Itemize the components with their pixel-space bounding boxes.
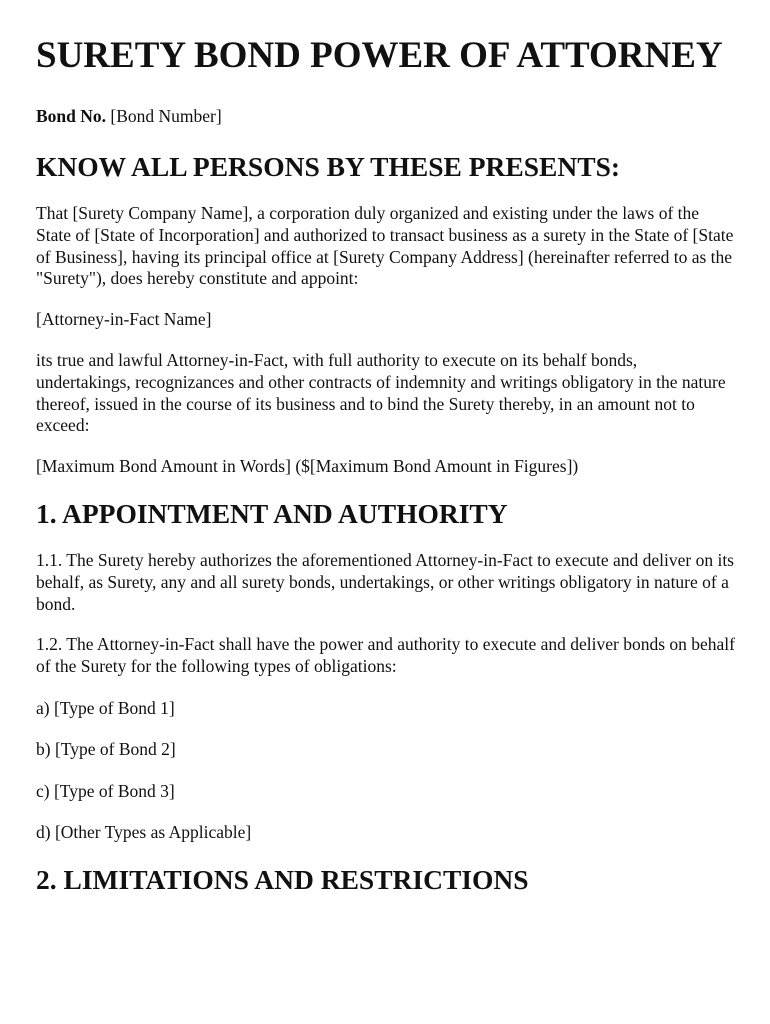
attorney-name-paragraph: [Attorney-in-Fact Name] [36,309,212,330]
document-title: SURETY BOND POWER OF ATTORNEY [36,35,723,76]
bond-type-item: b) [Type of Bond 2] [36,739,176,760]
bond-number-label: Bond No. [36,106,107,126]
bond-type-item: c) [Type of Bond 3] [36,780,175,801]
bond-number-line [36,105,736,127]
bond-type-item: a) [Type of Bond 1] [36,697,175,718]
authority-paragraph: its true and lawful Attorney-in-Fact, with full authority to execute on its behalf bonds, undertakings, recognizances and other contracts of indemnity and writings obligatory in the nature thereof, issued in the course of its business and to bind the Surety thereby, in an amount not to exceed: [36,349,726,436]
bond-number-value: [Bond Number] [110,106,222,126]
section-2-heading: 2. LIMITATIONS AND RESTRICTIONS [36,863,529,895]
bond-type-item: d) [Other Types as Applicable] [36,822,252,843]
document-page [36,34,736,916]
intro-paragraph: That [Surety Company Name], a corporation duly organized and existing under the laws of the State of [State of Incorporation] and authorized to transact business as a surety in the State of [State of Business], having its principal office at [Surety Company Address] (hereinafter referred to as the "Surety"), does hereby constitute and appoint: [36,203,734,289]
intro-heading: KNOW ALL PERSONS BY THESE PRESENTS: [36,151,621,182]
maximum-amount-paragraph: [Maximum Bond Amount in Words] ($[Maximum Bond Amount in Figures]) [36,456,579,477]
section-1-1-paragraph: 1.1. The Surety hereby authorizes the aforementioned Attorney-in-Fact to execute and deliver on its behalf, as Surety, any and all surety bonds, undertakings, or other writings obligatory in nature of a bond. [36,549,734,614]
section-1-2-paragraph: 1.2. The Attorney-in-Fact shall have the power and authority to execute and deliver bonds on behalf of the Surety for the following types of obligations: [36,634,735,677]
section-1-heading: 1. APPOINTMENT AND AUTHORITY [36,497,508,529]
